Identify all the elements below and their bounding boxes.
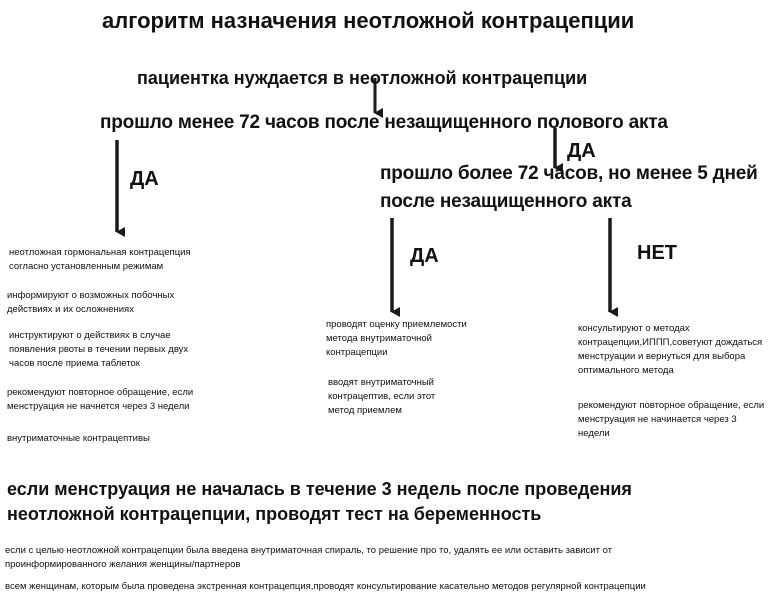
condition-72h-5days-line1: прошло более 72 часов, но менее 5 дней: [380, 163, 758, 184]
right-item-repeat-visit: рекомендуют повторное обращение, если менструация не начинается через 3 недели: [578, 400, 765, 439]
iud-removal-note: если с целью неотложной контрацепции была введена внутриматочная спираль, то решение про то, удалять ее или оставить зависит от проинформированного желания женщины/партнеров: [5, 545, 613, 570]
yes-label-left: ДА: [130, 168, 159, 190]
yes-label-middle: ДА: [410, 245, 439, 267]
yes-label-top: ДА: [567, 140, 596, 162]
condition-72h-5days-line2: после незащищенного акта: [380, 191, 632, 212]
left-item-repeat-visit: рекомендуют повторное обращение, если менструация не начнется через 3 недели: [7, 387, 194, 412]
left-item-iud: внутриматочные контрацептивы: [7, 433, 150, 444]
condition-under-72h: прошло менее 72 часов после незащищенного полового акта: [100, 112, 668, 133]
regular-contraception-note: всем женщинам, которым была проведена экстренная контрацепция,проводят консультирование касательно методов регулярной контрацепции: [5, 581, 646, 592]
left-item-vomiting: инструктируют о действиях в случае появления рвоты в течении первых двух часов после приема таблеток: [9, 330, 189, 369]
left-item-hormonal: неотложная гормональная контрацепция согласно установленным режимам: [9, 247, 191, 272]
middle-item-insert: вводят внутриматочный контрацептив, если этот метод приемлем: [328, 377, 436, 416]
start-node: пациентка нуждается в неотложной контрацепции: [137, 68, 588, 88]
no-label: НЕТ: [637, 242, 677, 264]
middle-item-assess: проводят оценку приемлемости метода внутриматочной контрацепции: [326, 319, 467, 358]
page-title: алгоритм назначения неотложной контрацепции: [102, 8, 635, 33]
right-item-consult: консультируют о методах контрацепции,ИППП,советуют дождаться менструации и вернуться для выбора оптимального метода: [578, 323, 763, 376]
pregnancy-test-note: если менструация не началась в течение 3 недель после проведения неотложной контрацепции, проводят тест на беременность: [7, 479, 632, 524]
left-item-side-effects: информируют о возможных побочных действиях и их осложнениях: [7, 290, 175, 315]
